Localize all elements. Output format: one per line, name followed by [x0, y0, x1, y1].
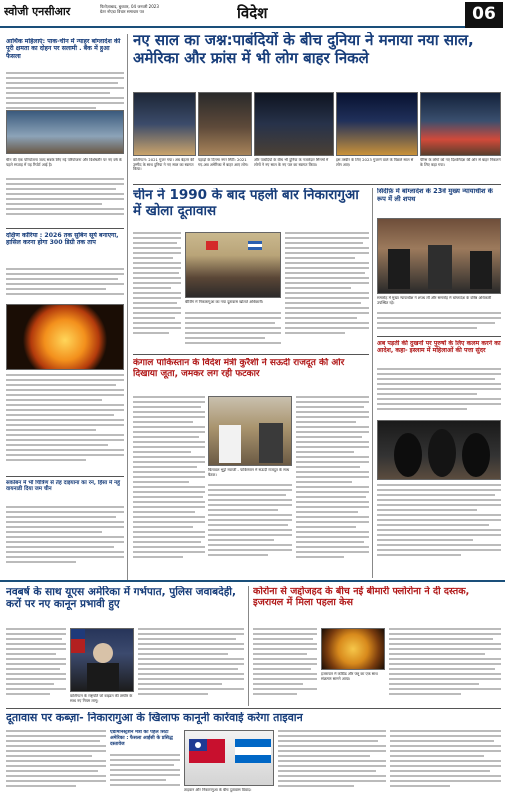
col1-story1-caption: चीन की एक परियोजना जल्द सबके लिए नई परियोजना और विशेषतौर पर नए वर्ष के पहले सप्ताह में यह रिपोर्ट आई है।: [6, 158, 122, 167]
bottom3-headline: दूतावास पर कब्ज़ा- निकारागुआ के खिलाफ कानूनी कार्रवाई करेगा ताइवान: [6, 712, 303, 724]
kangal-photo-figures: [209, 397, 292, 466]
kangal-divider: [133, 354, 369, 355]
col1-story3-headline: सकोबन में भी चित्रिण से तेह दाइयाना का रन, हिंसा में नहुं वायनाडी दिया जम चीन: [6, 480, 120, 493]
bottom2-headline: कोरोना से जद्दोजहद के बीच नई बीमारी फ्लोरोना ने दी दस्तक, इजरायल में मिला पहला केस: [253, 586, 470, 609]
bottom3-body-col1: [6, 730, 106, 796]
bottom3-photo: [184, 730, 274, 786]
col1-story1-headline: आर्थिक महिलाएं: पाक-चीन में न्याहर बांग्लादेश की पूरी क्षमता का दोहन पर सलामी . बैंक में हुआ फैसला: [6, 38, 121, 60]
bottom2-body-col2: [389, 628, 501, 704]
lead-photo-1: [133, 92, 196, 156]
bottom2-body-col1: [253, 628, 317, 704]
col1-divider-2: [6, 476, 124, 477]
lead-caption-5: पेरिस के लोगों को नए दिशानिर्देश की ओर से बाहर निकलने के लिए कहा गया।: [420, 158, 501, 167]
bottom1-photo: [70, 628, 134, 692]
col1-story2-text-lines: [6, 268, 124, 300]
lead-photo-4: [336, 92, 418, 156]
kangal-body-col2: [208, 484, 292, 576]
bottom3-body-col3-lines: [278, 730, 386, 794]
lead-caption-2: पहाड़ों के दिनमा नगर सिटी: 2021 गए-अब अमेरिका में बाहर आए लोग।: [198, 158, 249, 167]
bottom3-divider: [6, 708, 501, 709]
main-body-col2-lines: [185, 312, 281, 350]
bottom3-body-col4: [390, 730, 501, 796]
bottom1-caption: वाशिंगटन के राष्ट्रपति जो बाइडन की तस्वीर के साथ नए नियम लागू।: [70, 694, 133, 703]
meta-date: फिरोज़ाबाद, बुधवार, 04 जनवरी 2023: [100, 4, 159, 9]
main-vertical-rule: [372, 188, 373, 578]
col1-story1-more: [6, 178, 124, 224]
kangal-body-col1: [133, 396, 205, 576]
lead-divider: [133, 184, 501, 185]
bottom1-body-col1: [6, 628, 66, 704]
right1-caption: समारोह में मुख्य न्यायाधीश ने शपथ ली और समारोह में बांग्लादेश के वरिष्ठ अधिकारी उपस्थित रहे।: [377, 296, 492, 305]
right1-photo: [377, 218, 501, 294]
kangal-body-col1-lines: [133, 396, 205, 574]
right1-headline2: अब पड़ती की दुखनों पर पुरुषों के लिए कलम करने का आदेश, कहा- इस्लाम में महिलाओं की पत्ता सुंदर: [377, 340, 501, 355]
bottom3-photo-flags: [185, 731, 274, 786]
bottom1-body-col2-lines: [138, 628, 244, 702]
col1-divider-1: [6, 228, 124, 229]
right1-body2: [377, 368, 501, 418]
right1-body2-lines: [377, 368, 501, 416]
meta-tagline: ग्रेटर नोएडा विचार समाचार पत्र: [100, 9, 144, 14]
bottom1-body-col2: [138, 628, 244, 704]
right1-body3: [377, 484, 501, 576]
kangal-headline: कंगाल पाकिस्तान के विदेश मंत्री कुरैशी ने सऊदी राजदूत की ओर दिखाया जूता, जमकर लग रही फटकार: [133, 358, 345, 379]
main-photo-flags: [186, 233, 281, 298]
col1-story2-more-lines: [6, 374, 124, 472]
main-body-col1: [133, 232, 181, 350]
main-headline: चीन ने 1990 के बाद पहली बार निकारागुआ में खोला दूतावास: [133, 188, 359, 219]
bottom1-headline: नवबर्ष के साथ यूएस अमेरिका में गर्भपात, पुलिस जवाबदेही, करों पर नए कानून प्रभावी हुए: [6, 586, 236, 611]
bottom3-body-col3: [278, 730, 386, 796]
kangal-body-col2-lines: [208, 484, 292, 574]
header-rule: [0, 26, 465, 28]
bottom3-body-col1-lines: [6, 730, 106, 794]
right1-headline: सिंदीर्फ़ में बांग्लादेश के 23वें मुख्य न्यायाधीश के रूप में ली शपथ: [377, 188, 493, 203]
right1-divider: [377, 336, 501, 337]
bottom3-body-col2-lines: [110, 754, 180, 794]
bottom3-body-col4-lines: [390, 730, 501, 794]
lead-caption-4: इस तस्वीर के लिए 2023 गुजरने वाले के पिछले साल से लोग आए।: [336, 158, 414, 167]
main-body-col1-lines: [133, 232, 181, 348]
col1-story2-headline: दक्षिण कोरिया : 2026 तक सुबिन सूर्य बनाएगा, हासिल करना होगा 300 डिग्री तक ताप: [6, 232, 119, 247]
right1-photo2-figures: [378, 421, 501, 480]
col1-story1-more-lines: [6, 178, 124, 222]
bottom3-subhead: एडमिनिस्ट्रेशन मंत्री की पहल सिटी अमेरिका : फैसला आईसी के प्रसिद्ध दस्तावेज: [110, 730, 173, 747]
kangal-photo: [208, 396, 292, 466]
lead-photo-5: [420, 92, 501, 156]
col1-story2-more: [6, 374, 124, 474]
right1-body-lines: [377, 312, 501, 334]
masthead-meta: [100, 4, 220, 14]
lead-photo-2: [198, 92, 252, 156]
bottom-vertical-rule: [248, 586, 249, 706]
bottom1-body-col1-lines: [6, 628, 66, 702]
col1-story3-text-lines: [6, 506, 124, 574]
bottom3-caption: ताइवान और निकारागुआ के बीच दूतावास विवाद।: [184, 788, 252, 792]
main-body-col2: [185, 312, 281, 352]
kangal-caption: बिलावल भुट्टो नवाजी - पाकिस्तान में सऊदी राजदूत के साथ बैठक।: [208, 468, 290, 477]
bottom-rule: [0, 580, 505, 582]
main-body-col3: [285, 232, 369, 350]
col1-story3-body: [6, 506, 124, 576]
kangal-body-col3-lines: [296, 396, 369, 574]
right1-photo2: [377, 420, 501, 480]
lead-photo-3: [254, 92, 334, 156]
main-body-col3-lines: [285, 232, 369, 348]
masthead-logo: स्वोजी एनसीआर: [4, 5, 71, 18]
right1-body: [377, 312, 501, 336]
bottom3-body-col2: [110, 754, 180, 796]
col1-sun-photo: [6, 304, 124, 370]
lead-caption-3: और पाबंदियों के बीच भी दुनिया के नजारेदार सिनमों में लोगों ने नए साल के नए पल का स्वागत किया।: [254, 158, 329, 167]
bottom2-caption: इजरायल में कोविड और फ्लू का एक साथ संक्रमण सामने आया।: [321, 672, 378, 681]
section-title: विदेश: [237, 4, 268, 22]
bottom2-body-col2-lines: [389, 628, 501, 702]
col1-story1-photo: [6, 110, 124, 154]
lead-headline: नए साल का जश्न:पाबंदियों के बीच दुनिया ने मनाया नया साल, अमेरिका और फ्रांस में भी लोग बाहर निकले: [133, 32, 474, 67]
kangal-body-col3: [296, 396, 369, 576]
main-photo-caption: बीजिंग में निकारागुआ का नया दूतावास खोलते अधिकारी।: [185, 300, 264, 304]
right1-photo-figures: [378, 219, 501, 294]
right1-body3-lines: [377, 484, 501, 574]
page-number: 06: [465, 2, 503, 28]
bottom1-photo-figure: [71, 629, 134, 692]
bottom2-body-col1-lines: [253, 628, 317, 702]
col1-vertical-rule: [127, 34, 128, 580]
col1-story2-body: [6, 268, 124, 302]
lead-caption-1: वाशिंगटन: 2021 गुजर गया। अब बेहतर की उम्मीद के साथ दुनिया ने नए साल का स्वागत किया।: [133, 158, 195, 172]
bottom2-photo: [321, 628, 385, 670]
main-photo: [185, 232, 281, 298]
